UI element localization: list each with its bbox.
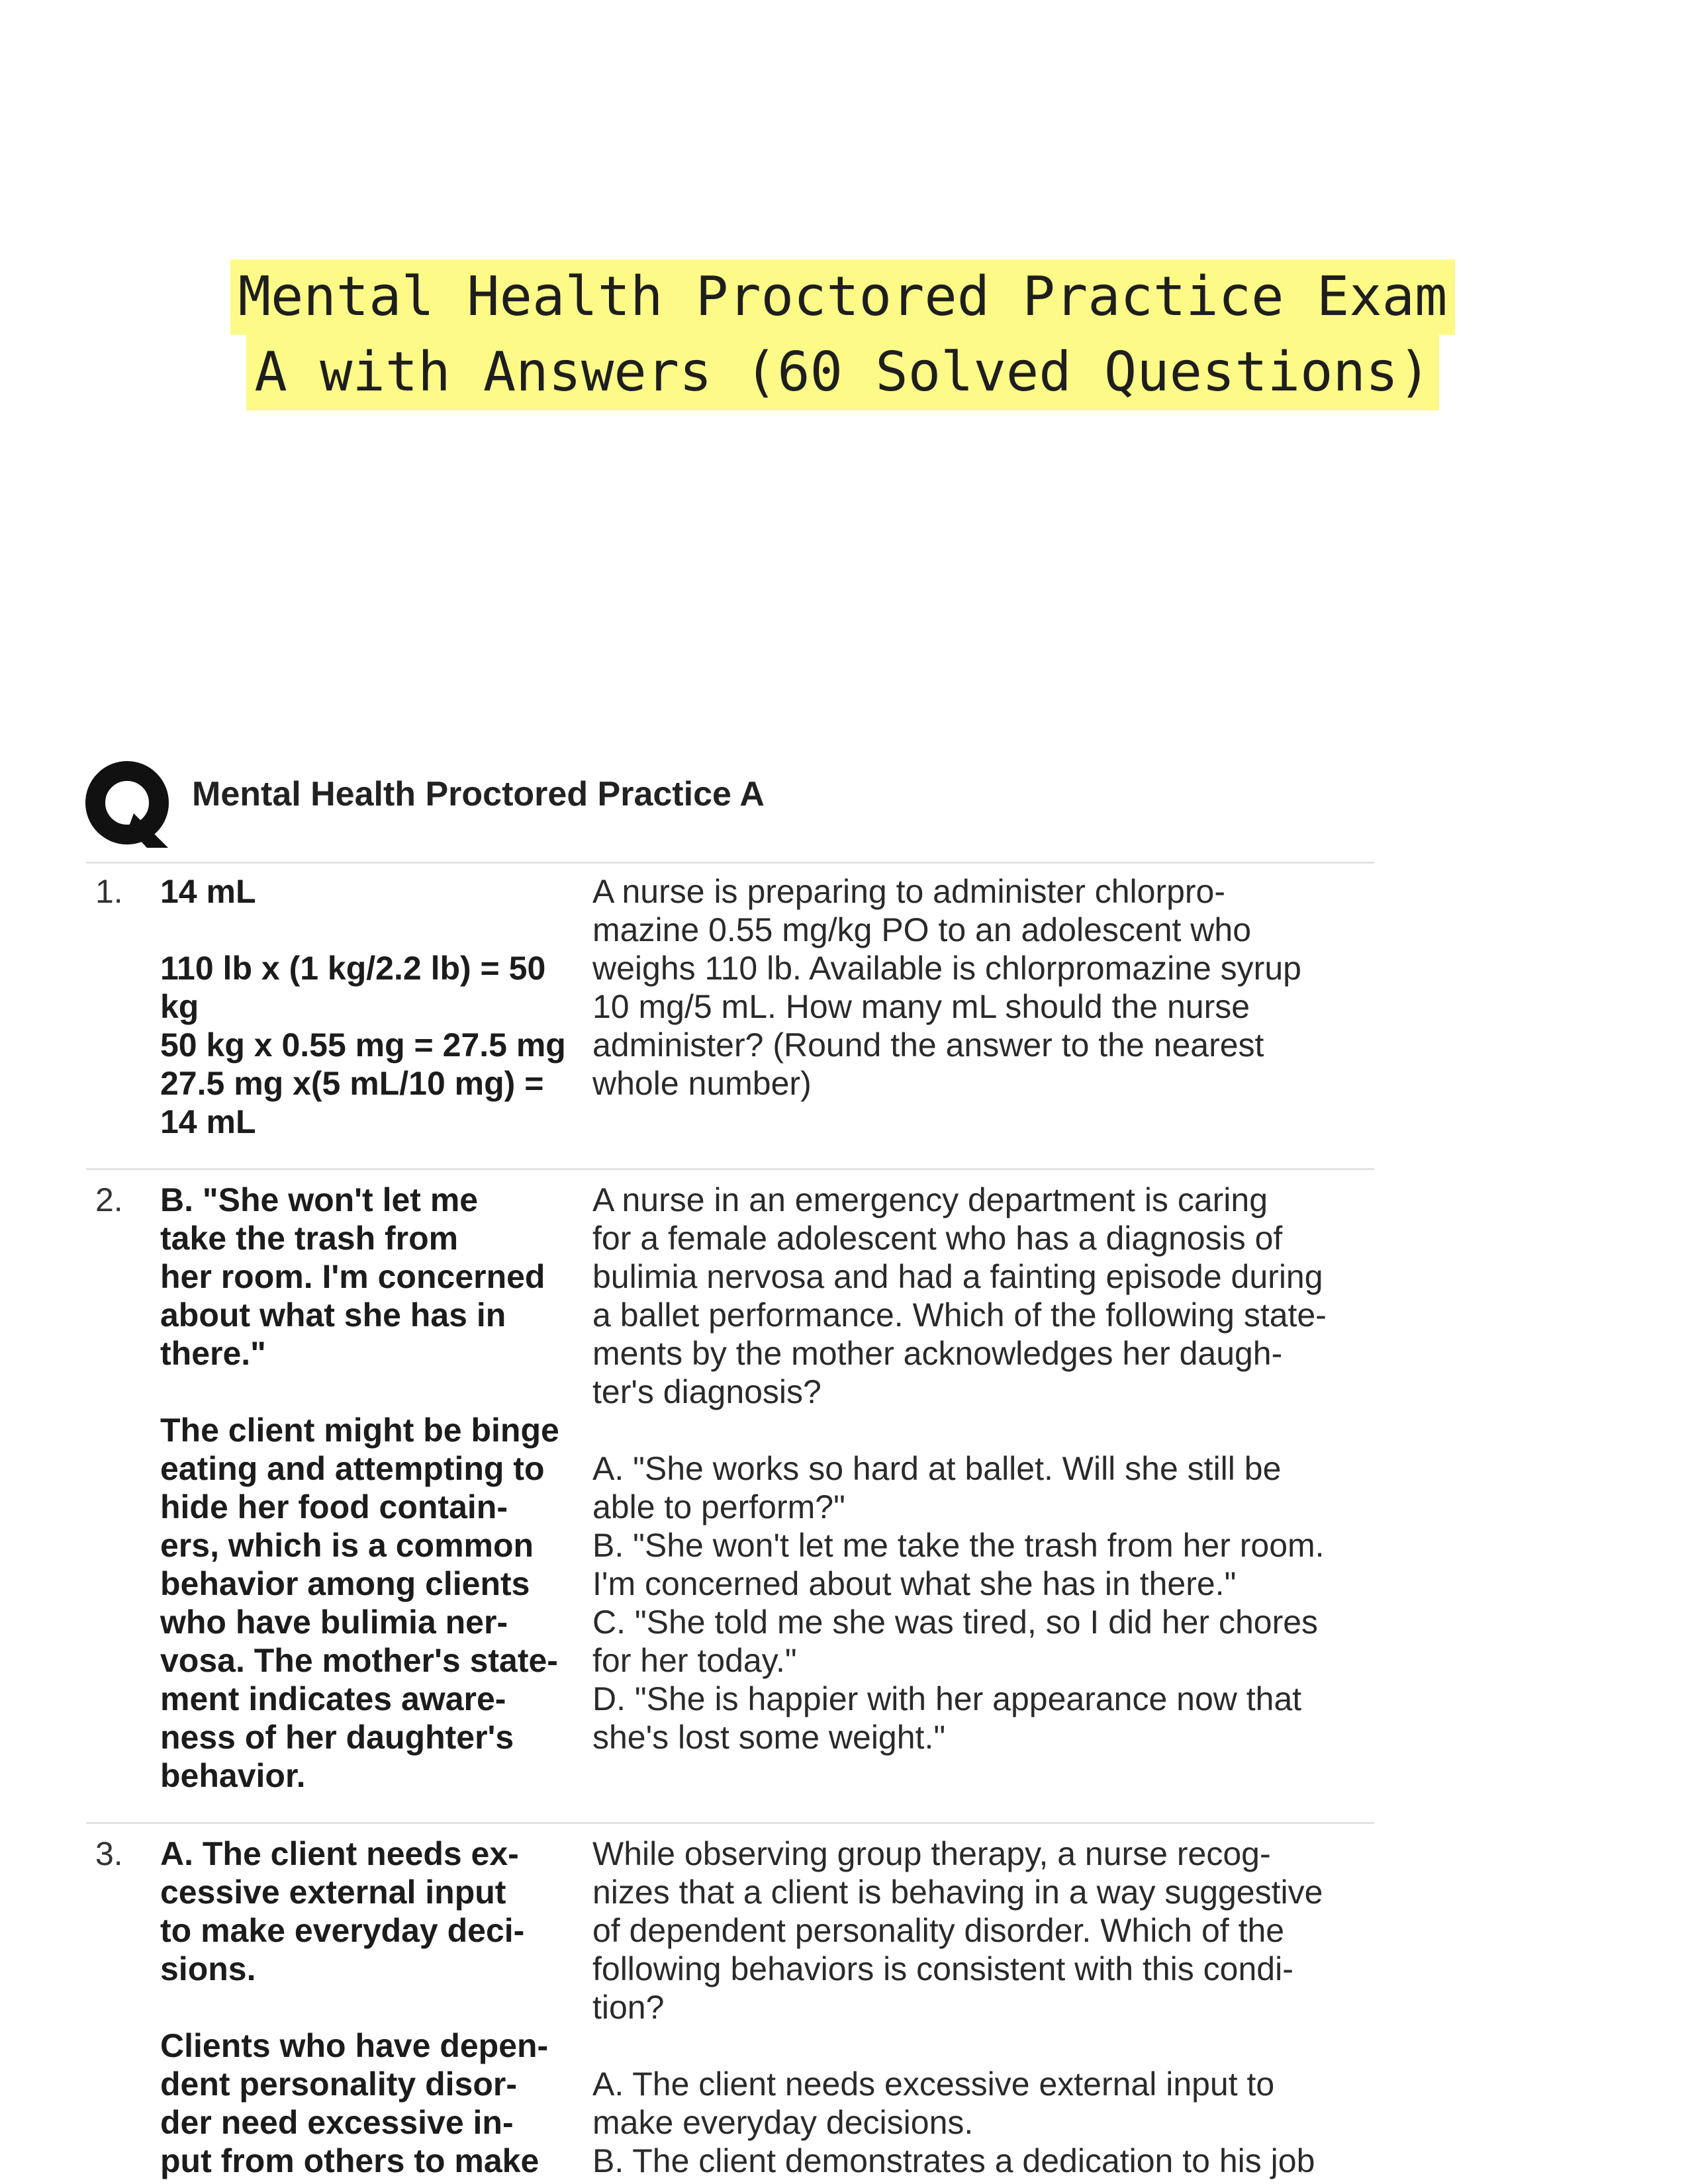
answer-line: there." — [160, 1335, 266, 1372]
answer-line: her room. I'm concerned — [160, 1258, 545, 1295]
question-line: mazine 0.55 mg/kg PO to an adolescent who — [592, 911, 1252, 948]
answer-line: hide her food contain- — [160, 1488, 508, 1525]
answer-line: behavior among clients — [160, 1565, 530, 1602]
question-line: nizes that a client is behaving in a way suggestive — [592, 1874, 1323, 1911]
item-number: 3. — [95, 1835, 123, 1872]
answer-line: der need excessive in- — [160, 2104, 514, 2141]
answer-line: sions. — [160, 1950, 256, 1987]
answer-line: about what she has in — [160, 1297, 506, 1334]
answer-text — [160, 1181, 663, 1795]
question-line: following behaviors is consistent with this condi- — [592, 1950, 1293, 1987]
question-line: weighs 110 lb. Available is chlorpromazine syrup — [592, 950, 1301, 987]
answer-line: who have bulimia ner- — [160, 1604, 508, 1641]
answer-line: eating and attempting to — [160, 1450, 545, 1487]
question-text — [592, 1181, 1374, 1756]
question-line: D. "She is happier with her appearance now that — [592, 1680, 1302, 1717]
item-number: 1. — [95, 873, 123, 910]
document-heading: Mental Health Proctored Practice A — [192, 775, 765, 813]
answer-text — [160, 872, 663, 1141]
answer-line: 14 mL — [160, 1103, 256, 1140]
answer-line: A. The client needs ex- — [160, 1835, 519, 1872]
document-title — [187, 259, 1499, 410]
divider — [86, 1822, 1374, 1824]
brand-header — [85, 762, 765, 848]
question-line: administer? (Round the answer to the nearest — [592, 1026, 1264, 1064]
question-text — [592, 872, 1374, 1103]
answer-line: dent personality disor- — [160, 2066, 517, 2103]
question-line: A. The client needs excessive external input to — [592, 2066, 1275, 2103]
question-line: whole number) — [592, 1065, 812, 1102]
answer-line: behavior. — [160, 1757, 306, 1794]
question-line: I'm concerned about what she has in there." — [592, 1565, 1237, 1602]
question-line: for her today." — [592, 1642, 797, 1679]
answer-line: put from others to make — [160, 2142, 539, 2179]
answer-line: cessive external input — [160, 1874, 506, 1911]
answer-line: 14 mL — [160, 873, 256, 910]
question-text — [592, 1835, 1374, 2180]
divider — [86, 862, 1374, 864]
question-line: ter's diagnosis? — [592, 1373, 821, 1410]
answer-line: vosa. The mother's state- — [160, 1642, 558, 1679]
question-line: make everyday decisions. — [592, 2104, 974, 2141]
answer-line: 110 lb x (1 kg/2.2 lb) = 50 — [160, 950, 546, 987]
answer-line: kg — [160, 988, 199, 1025]
question-line: A nurse is preparing to administer chlorpro- — [592, 873, 1226, 910]
question-line: A. "She works so hard at ballet. Will she still be — [592, 1450, 1282, 1487]
question-line: of dependent personality disorder. Which of the — [592, 1912, 1285, 1949]
question-line: she's lost some weight." — [592, 1719, 946, 1756]
question-line: C. "She told me she was tired, so I did her chores — [592, 1604, 1319, 1641]
title-line-2: A with Answers (60 Solved Questions) — [246, 335, 1438, 410]
answer-line: 27.5 mg x(5 mL/10 mg) = — [160, 1065, 544, 1102]
question-line: 10 mg/5 mL. How many mL should the nurse — [592, 988, 1250, 1025]
question-line: B. The client demonstrates a dedication to his job — [592, 2142, 1315, 2179]
answer-line: ers, which is a common — [160, 1527, 534, 1564]
q-logo-icon — [85, 760, 175, 850]
question-line: A nurse in an emergency department is caring — [592, 1181, 1268, 1218]
question-line: a ballet performance. Which of the following state- — [592, 1297, 1327, 1334]
item-number: 2. — [95, 1181, 123, 1218]
answer-text — [160, 1835, 663, 2180]
answer-line: ment indicates aware- — [160, 1680, 506, 1717]
answer-line: take the trash from — [160, 1220, 459, 1257]
answer-line: 50 kg x 0.55 mg = 27.5 mg — [160, 1026, 566, 1064]
question-line: for a female adolescent who has a diagnosis of — [592, 1220, 1283, 1257]
question-line: While observing group therapy, a nurse recog- — [592, 1835, 1271, 1872]
answer-line: to make everyday deci- — [160, 1912, 525, 1949]
question-line: bulimia nervosa and had a fainting episode during — [592, 1258, 1323, 1295]
answer-line: Clients who have depen- — [160, 2027, 549, 2064]
divider — [86, 1168, 1374, 1170]
answer-line: B. "She won't let me — [160, 1181, 479, 1218]
title-line-1: Mental Health Proctored Practice Exam — [230, 259, 1456, 335]
answer-line: The client might be binge — [160, 1412, 559, 1449]
question-line: ments by the mother acknowledges her daugh- — [592, 1335, 1283, 1372]
question-line: tion? — [592, 1989, 665, 2026]
question-line: able to perform?" — [592, 1488, 845, 1525]
answer-line: ness of her daughter's — [160, 1719, 514, 1756]
question-line: B. "She won't let me take the trash from her room. — [592, 1527, 1325, 1564]
